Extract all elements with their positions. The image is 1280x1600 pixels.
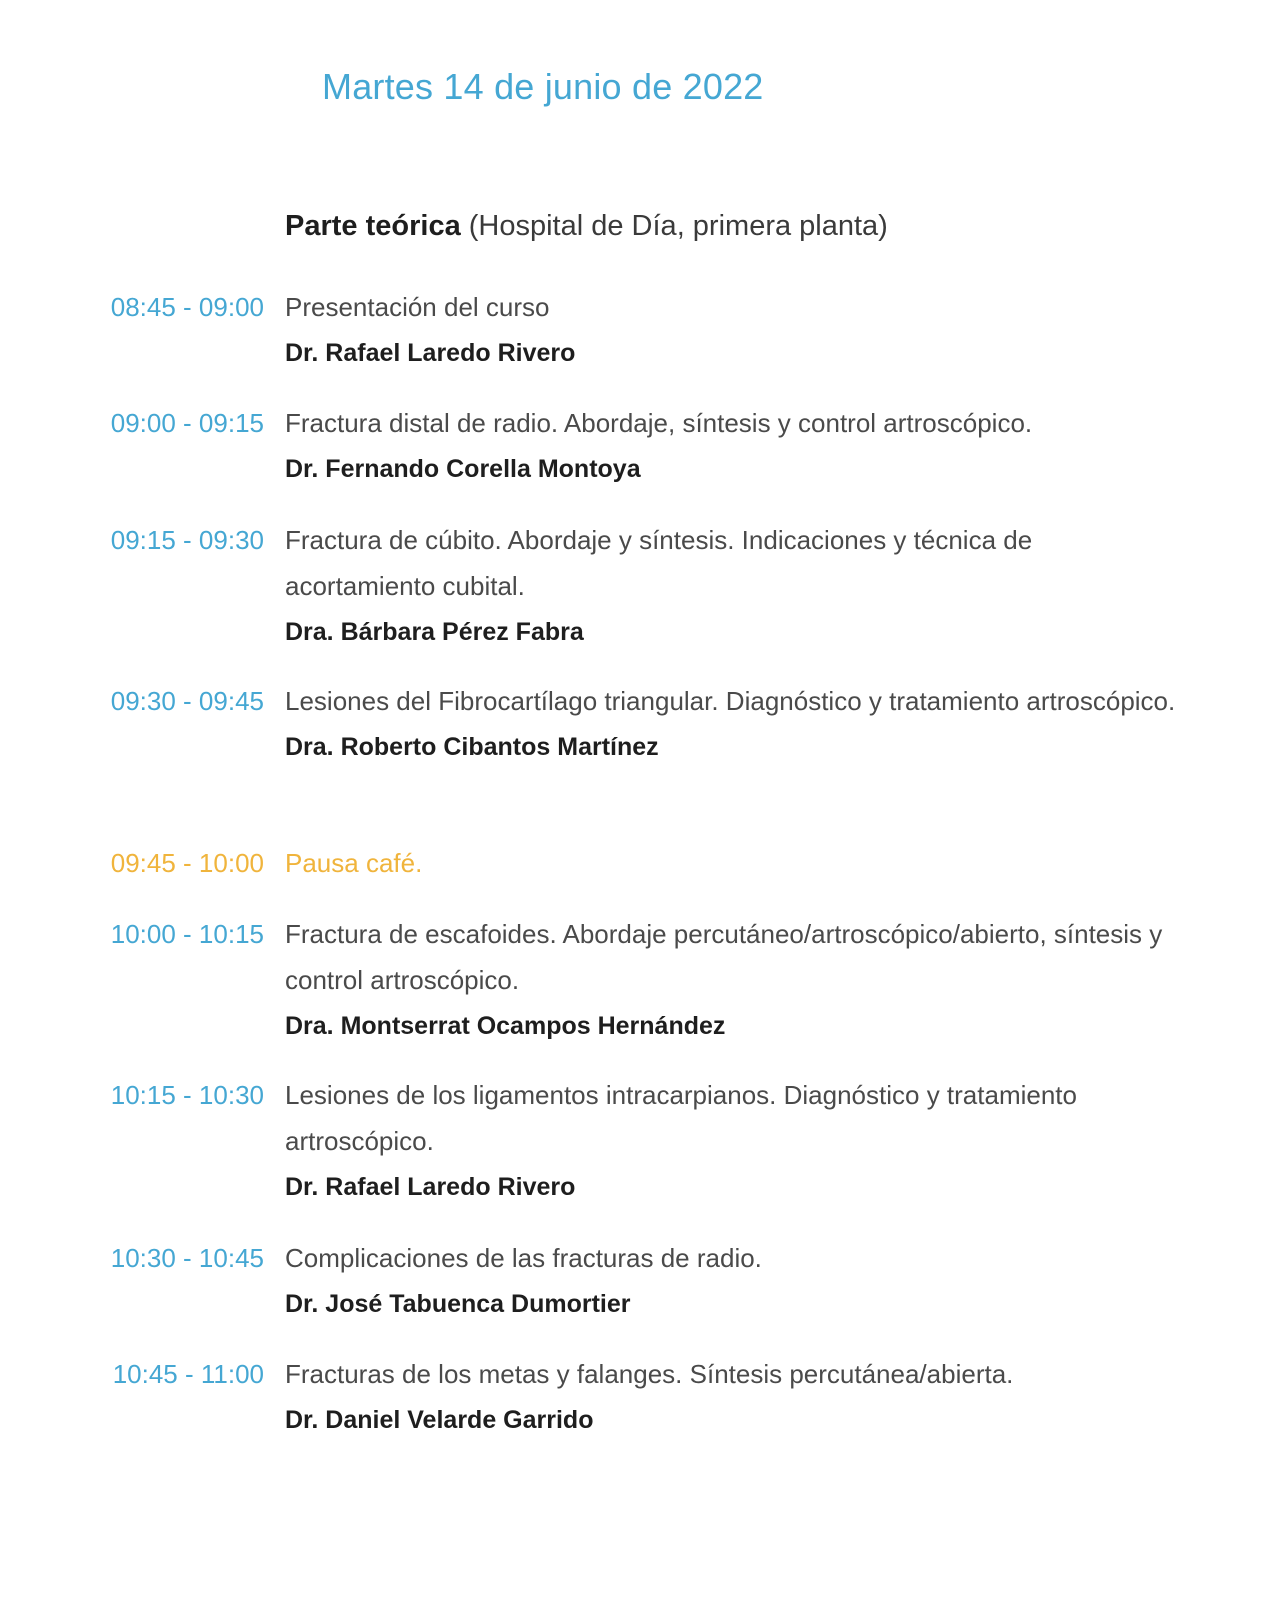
- entry-content: [285, 1359, 1185, 1443]
- entry-topic: Fractura distal de radio. Abordaje, síntesis y control artroscópico.: [285, 408, 1033, 438]
- entry-speaker: Dr. Rafael Laredo Rivero: [285, 339, 576, 367]
- entry-time: 10:45 - 11:00: [112, 1359, 264, 1389]
- entry-time: 09:15 - 09:30: [110, 525, 264, 555]
- entry-content: [285, 292, 1185, 376]
- entry-topic: Presentación del curso: [285, 292, 550, 322]
- entry-speaker: Dra. Bárbara Pérez Fabra: [285, 618, 584, 646]
- entry-content: [285, 848, 1185, 886]
- entry-time: 09:30 - 09:45: [110, 686, 264, 716]
- entry-topic: Lesiones de los ligamentos intracarpianos. Diagnóstico y tratamiento artroscópico.: [285, 1080, 1077, 1156]
- entry-time: 08:45 - 09:00: [110, 292, 264, 322]
- entry-speaker: Dr. Fernando Corella Montoya: [285, 455, 641, 483]
- entry-time: 09:45 - 10:00: [110, 848, 264, 878]
- entry-content: [285, 1243, 1185, 1327]
- entry-content: [285, 1080, 1185, 1210]
- entry-time: 09:00 - 09:15: [110, 408, 264, 438]
- entry-time: 10:30 - 10:45: [110, 1243, 264, 1273]
- entry-topic: Lesiones del Fibrocartílago triangular. Diagnóstico y tratamiento artroscópico.: [285, 686, 1176, 716]
- entry-speaker: Dr. José Tabuenca Dumortier: [285, 1290, 631, 1318]
- section-heading-location: (Hospital de Día, primera planta): [460, 210, 888, 242]
- entry-topic: Complicaciones de las fracturas de radio.: [285, 1243, 762, 1273]
- date-title: Martes 14 de junio de 2022: [322, 66, 764, 107]
- entry-topic: Fracturas de los metas y falanges. Síntesis percutánea/abierta.: [285, 1359, 1014, 1389]
- entry-time: 10:15 - 10:30: [110, 1080, 264, 1110]
- section-heading-bold: Parte teórica: [285, 210, 461, 242]
- entry-content: [285, 919, 1185, 1049]
- entry-time: 10:00 - 10:15: [110, 919, 264, 949]
- entry-topic: Fractura de cúbito. Abordaje y síntesis. Indicaciones y técnica de acortamiento cubital.: [285, 525, 1033, 601]
- entry-speaker: Dra. Roberto Cibantos Martínez: [285, 733, 659, 761]
- entry-speaker: Dr. Rafael Laredo Rivero: [285, 1173, 576, 1201]
- entry-topic: Fractura de escafoides. Abordaje percutáneo/artroscópico/abierto, síntesis y control artroscópico.: [285, 919, 1163, 995]
- entry-speaker: Dr. Daniel Velarde Garrido: [285, 1406, 594, 1434]
- entry-content: [285, 525, 1185, 655]
- section-heading: [285, 210, 888, 243]
- entry-content: [285, 686, 1185, 770]
- entry-speaker: Dra. Montserrat Ocampos Hernández: [285, 1012, 726, 1040]
- entry-topic: Pausa café.: [285, 848, 423, 878]
- entry-content: [285, 408, 1185, 492]
